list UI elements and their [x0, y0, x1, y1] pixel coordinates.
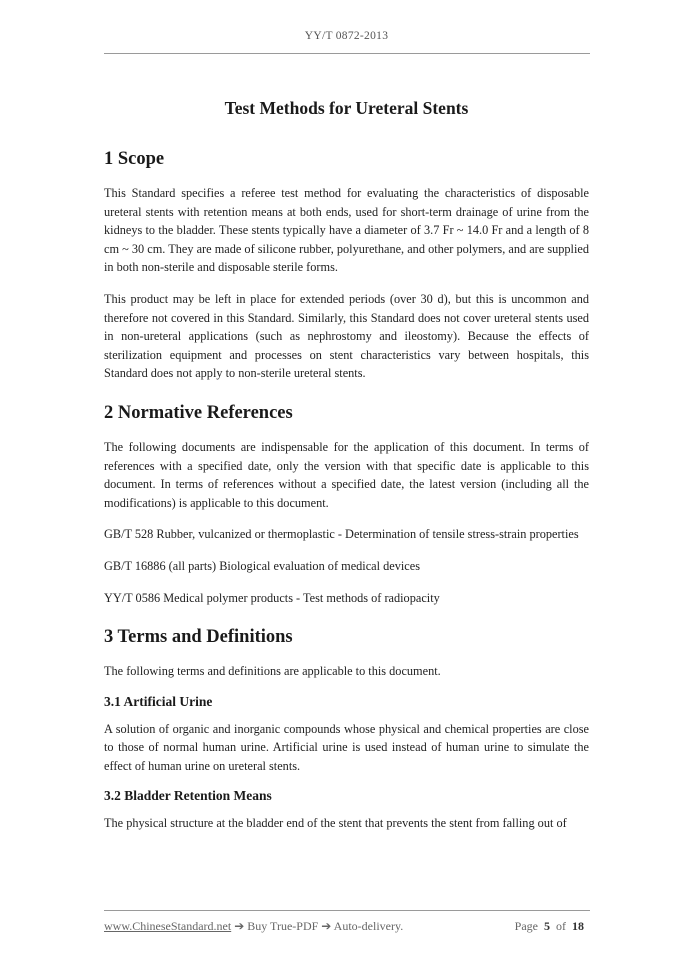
- page-label: Page: [514, 919, 538, 933]
- section-heading-terms: 3 Terms and Definitions: [104, 627, 293, 648]
- document-title: Test Methods for Ureteral Stents: [224, 98, 469, 118]
- page-of: of: [556, 919, 566, 933]
- footer-promo: [104, 919, 403, 934]
- section-terms-definitions: [104, 627, 589, 833]
- page-current: 5: [544, 919, 550, 933]
- term-text-artificial-urine: A solution of organic and inorganic compounds whose physical and chemical properties are close to those of normal human urine. Artificial urine is used instead of human urine to simulate the effect of human urine on ureteral stents.: [104, 721, 589, 773]
- term-heading-bladder-retention: 3.2 Bladder Retention Means: [104, 788, 272, 804]
- section-scope: [104, 149, 589, 383]
- page-total: 18: [572, 919, 584, 933]
- site-link[interactable]: www.ChineseStandard.net: [104, 919, 232, 933]
- header-divider: [104, 53, 590, 54]
- references-intro: The following documents are indispensable for the application of this document. In terms of references with a specified date, only the version with that specific date is applicable to this document. In terms of references without a specified date, the latest version (including all the modifications) is applicable to this document.: [104, 439, 589, 510]
- document-body: [104, 98, 589, 846]
- footer-divider: [104, 910, 590, 911]
- section-heading-references: 2 Normative References: [104, 402, 293, 423]
- terms-intro: The following terms and definitions are applicable to this document.: [104, 664, 441, 679]
- page-number: [515, 919, 584, 934]
- reference-gbt-16886: GB/T 16886 (all parts) Biological evaluation of medical devices: [104, 558, 420, 573]
- term-text-bladder-retention: The physical structure at the bladder end of the stent that prevents the stent from falling out of: [104, 816, 567, 831]
- section-normative-references: [104, 403, 589, 607]
- section-heading-scope: 1 Scope: [104, 149, 165, 169]
- scope-paragraph-2: This product may be left in place for extended periods (over 30 d), but this is uncommon and therefore not covered in this Standard. Similarly, this Standard does not cover ureteral stents used in non-ureteral applications (such as nephrostomy and ileostomy). Because the effects of sterilization equipment and processes on stent characteristics vary between hospitals, this Standard does not apply to non-sterile ureteral stents.: [104, 291, 589, 381]
- footer-tagline: ➔ Buy True-PDF ➔ Auto-delivery.: [231, 919, 404, 933]
- scope-paragraph-1: This Standard specifies a referee test method for evaluating the characteristics of disposable ureteral stents with retention means at both ends, used for short-term drainage of urine from the kidneys to the bladder. These stents typically have a diameter of 3.7 Fr ~ 14.0 Fr and a length of 8 cm ~ 30 cm. They are made of silicone rubber, polyurethane, and other polymers, and are supplied in both non-sterile and disposable sterile forms.: [104, 186, 589, 275]
- reference-yyt-0586: YY/T 0586 Medical polymer products - Test methods of radiopacity: [104, 590, 440, 605]
- page-header-doc-number: YY/T 0872-2013: [304, 30, 389, 42]
- reference-gbt-528: GB/T 528 Rubber, vulcanized or thermoplastic - Determination of tensile stress-strain properties: [104, 527, 579, 542]
- term-heading-artificial-urine: 3.1 Artificial Urine: [104, 693, 213, 709]
